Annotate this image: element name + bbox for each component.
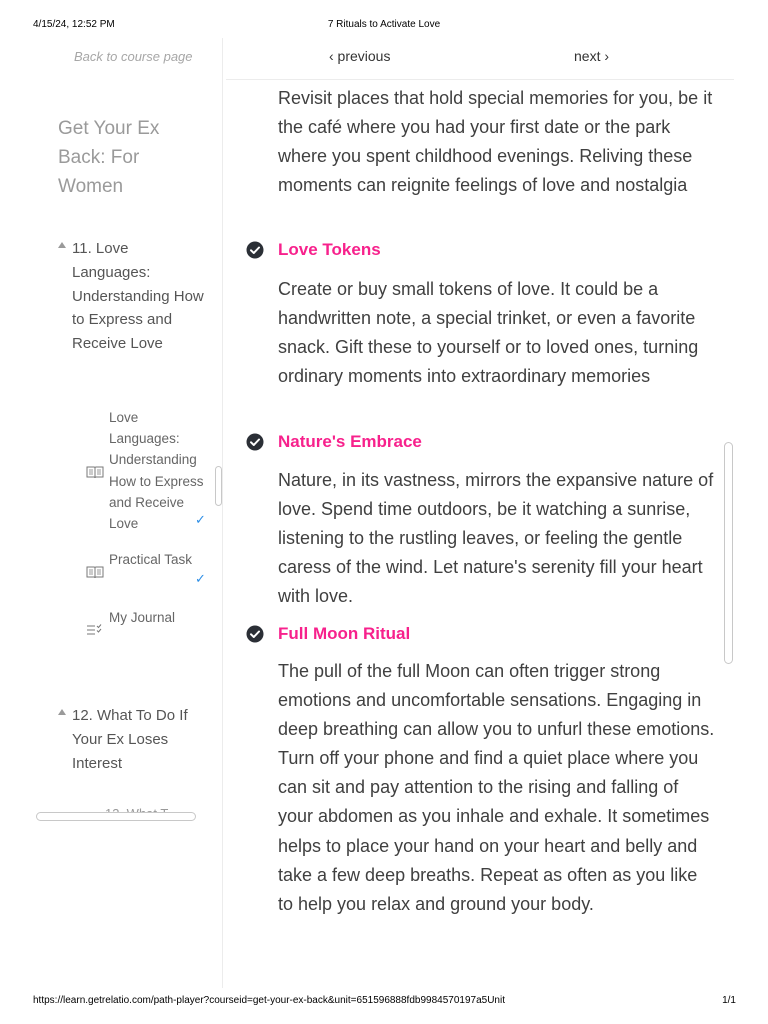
section-label: 12. What To Do If Your Ex Loses Interest xyxy=(72,707,188,772)
ritual-paragraph: Nature, in its vastness, mirrors the expansive nature of love. Spend time outdoors, be it watching a sunrise, listening to the rustling leaves, or feeling the gentle caress of the wind. Let nature's serenity fill your heart with love. xyxy=(278,470,714,607)
collapse-triangle-icon[interactable] xyxy=(58,709,66,715)
previous-button[interactable]: ‹ previous xyxy=(329,48,391,64)
ritual-heading-full-moon xyxy=(246,622,716,646)
lesson-label: Love Languages: Understanding How to Express and Receive Love xyxy=(109,410,204,532)
sidebar-vertical-scrollbar[interactable] xyxy=(215,466,222,506)
ritual-title: Nature's Embrace xyxy=(278,432,422,451)
ritual-heading-natures-embrace xyxy=(246,430,716,454)
intro-paragraph: Revisit places that hold special memories for you, be it the café where you had your first date or the park where you spent childhood evenings. Reliving these moments can reignite feelings of love and nostalgia xyxy=(278,88,713,196)
ritual-title: Full Moon Ritual xyxy=(278,624,411,643)
sidebar-horizontal-scrollbar[interactable] xyxy=(36,812,196,821)
book-icon xyxy=(86,465,104,479)
content-scrollbar[interactable] xyxy=(724,442,733,664)
collapse-triangle-icon[interactable] xyxy=(58,242,66,248)
back-to-course-link[interactable]: Back to course page xyxy=(74,49,193,64)
lesson-navigation xyxy=(226,38,734,80)
print-title: 7 Rituals to Activate Love xyxy=(327,19,441,30)
completed-check-icon: ✓ xyxy=(195,512,206,527)
print-url: https://learn.getrelatio.com/path-player?courseid=get-your-ex-back&unit=651596888fdb9984570197a5Unit xyxy=(33,995,505,1006)
section-label: 11. Love Languages: Understanding How to Express and Receive Love xyxy=(72,240,204,353)
next-button[interactable]: next › xyxy=(574,48,610,64)
journal-list-icon xyxy=(86,623,104,637)
course-sidebar xyxy=(33,38,223,988)
lesson-content xyxy=(246,80,716,985)
clipped-next-section xyxy=(105,804,185,810)
ritual-title: Love Tokens xyxy=(278,240,381,259)
check-circle-icon xyxy=(246,433,264,451)
course-title: Get Your Ex Back: For Women xyxy=(58,118,160,197)
sidebar-section-11[interactable] xyxy=(54,237,204,356)
print-page-number: 1/1 xyxy=(722,995,736,1006)
check-circle-icon xyxy=(246,241,264,259)
ritual-paragraph: Create or buy small tokens of love. It could be a handwritten note, a special trinket, or even a favorite snack. Gift these to yourself or to loved ones, turning ordinary moments into extraordinary memories xyxy=(278,279,699,387)
sidebar-section-12[interactable] xyxy=(54,704,204,775)
sidebar-lesson-practical-task[interactable] xyxy=(86,549,211,586)
book-icon xyxy=(86,565,104,579)
completed-check-icon: ✓ xyxy=(195,571,206,586)
lesson-label: Practical Task xyxy=(109,552,193,567)
sidebar-lesson-my-journal[interactable] xyxy=(86,607,211,628)
ritual-heading-love-tokens xyxy=(246,238,716,262)
check-circle-icon xyxy=(246,625,264,643)
lesson-label: My Journal xyxy=(109,610,176,625)
print-date: 4/15/24, 12:52 PM xyxy=(33,19,115,30)
ritual-paragraph: The pull of the full Moon can often trigger strong emotions and uncomfortable sensations. Engaging in deep breathing can allow you to unfurl these emotions. Turn off your phone and find a quiet place where you can sit and pay attention to the rising and falling of your abdomen as you inhale and exhale. It sometimes helps to place your hand on your heart and belly and take a few deep breaths. Repeat as often as you like to help you relax and ground your body. xyxy=(278,661,715,914)
sidebar-lesson-love-languages[interactable] xyxy=(86,407,211,534)
